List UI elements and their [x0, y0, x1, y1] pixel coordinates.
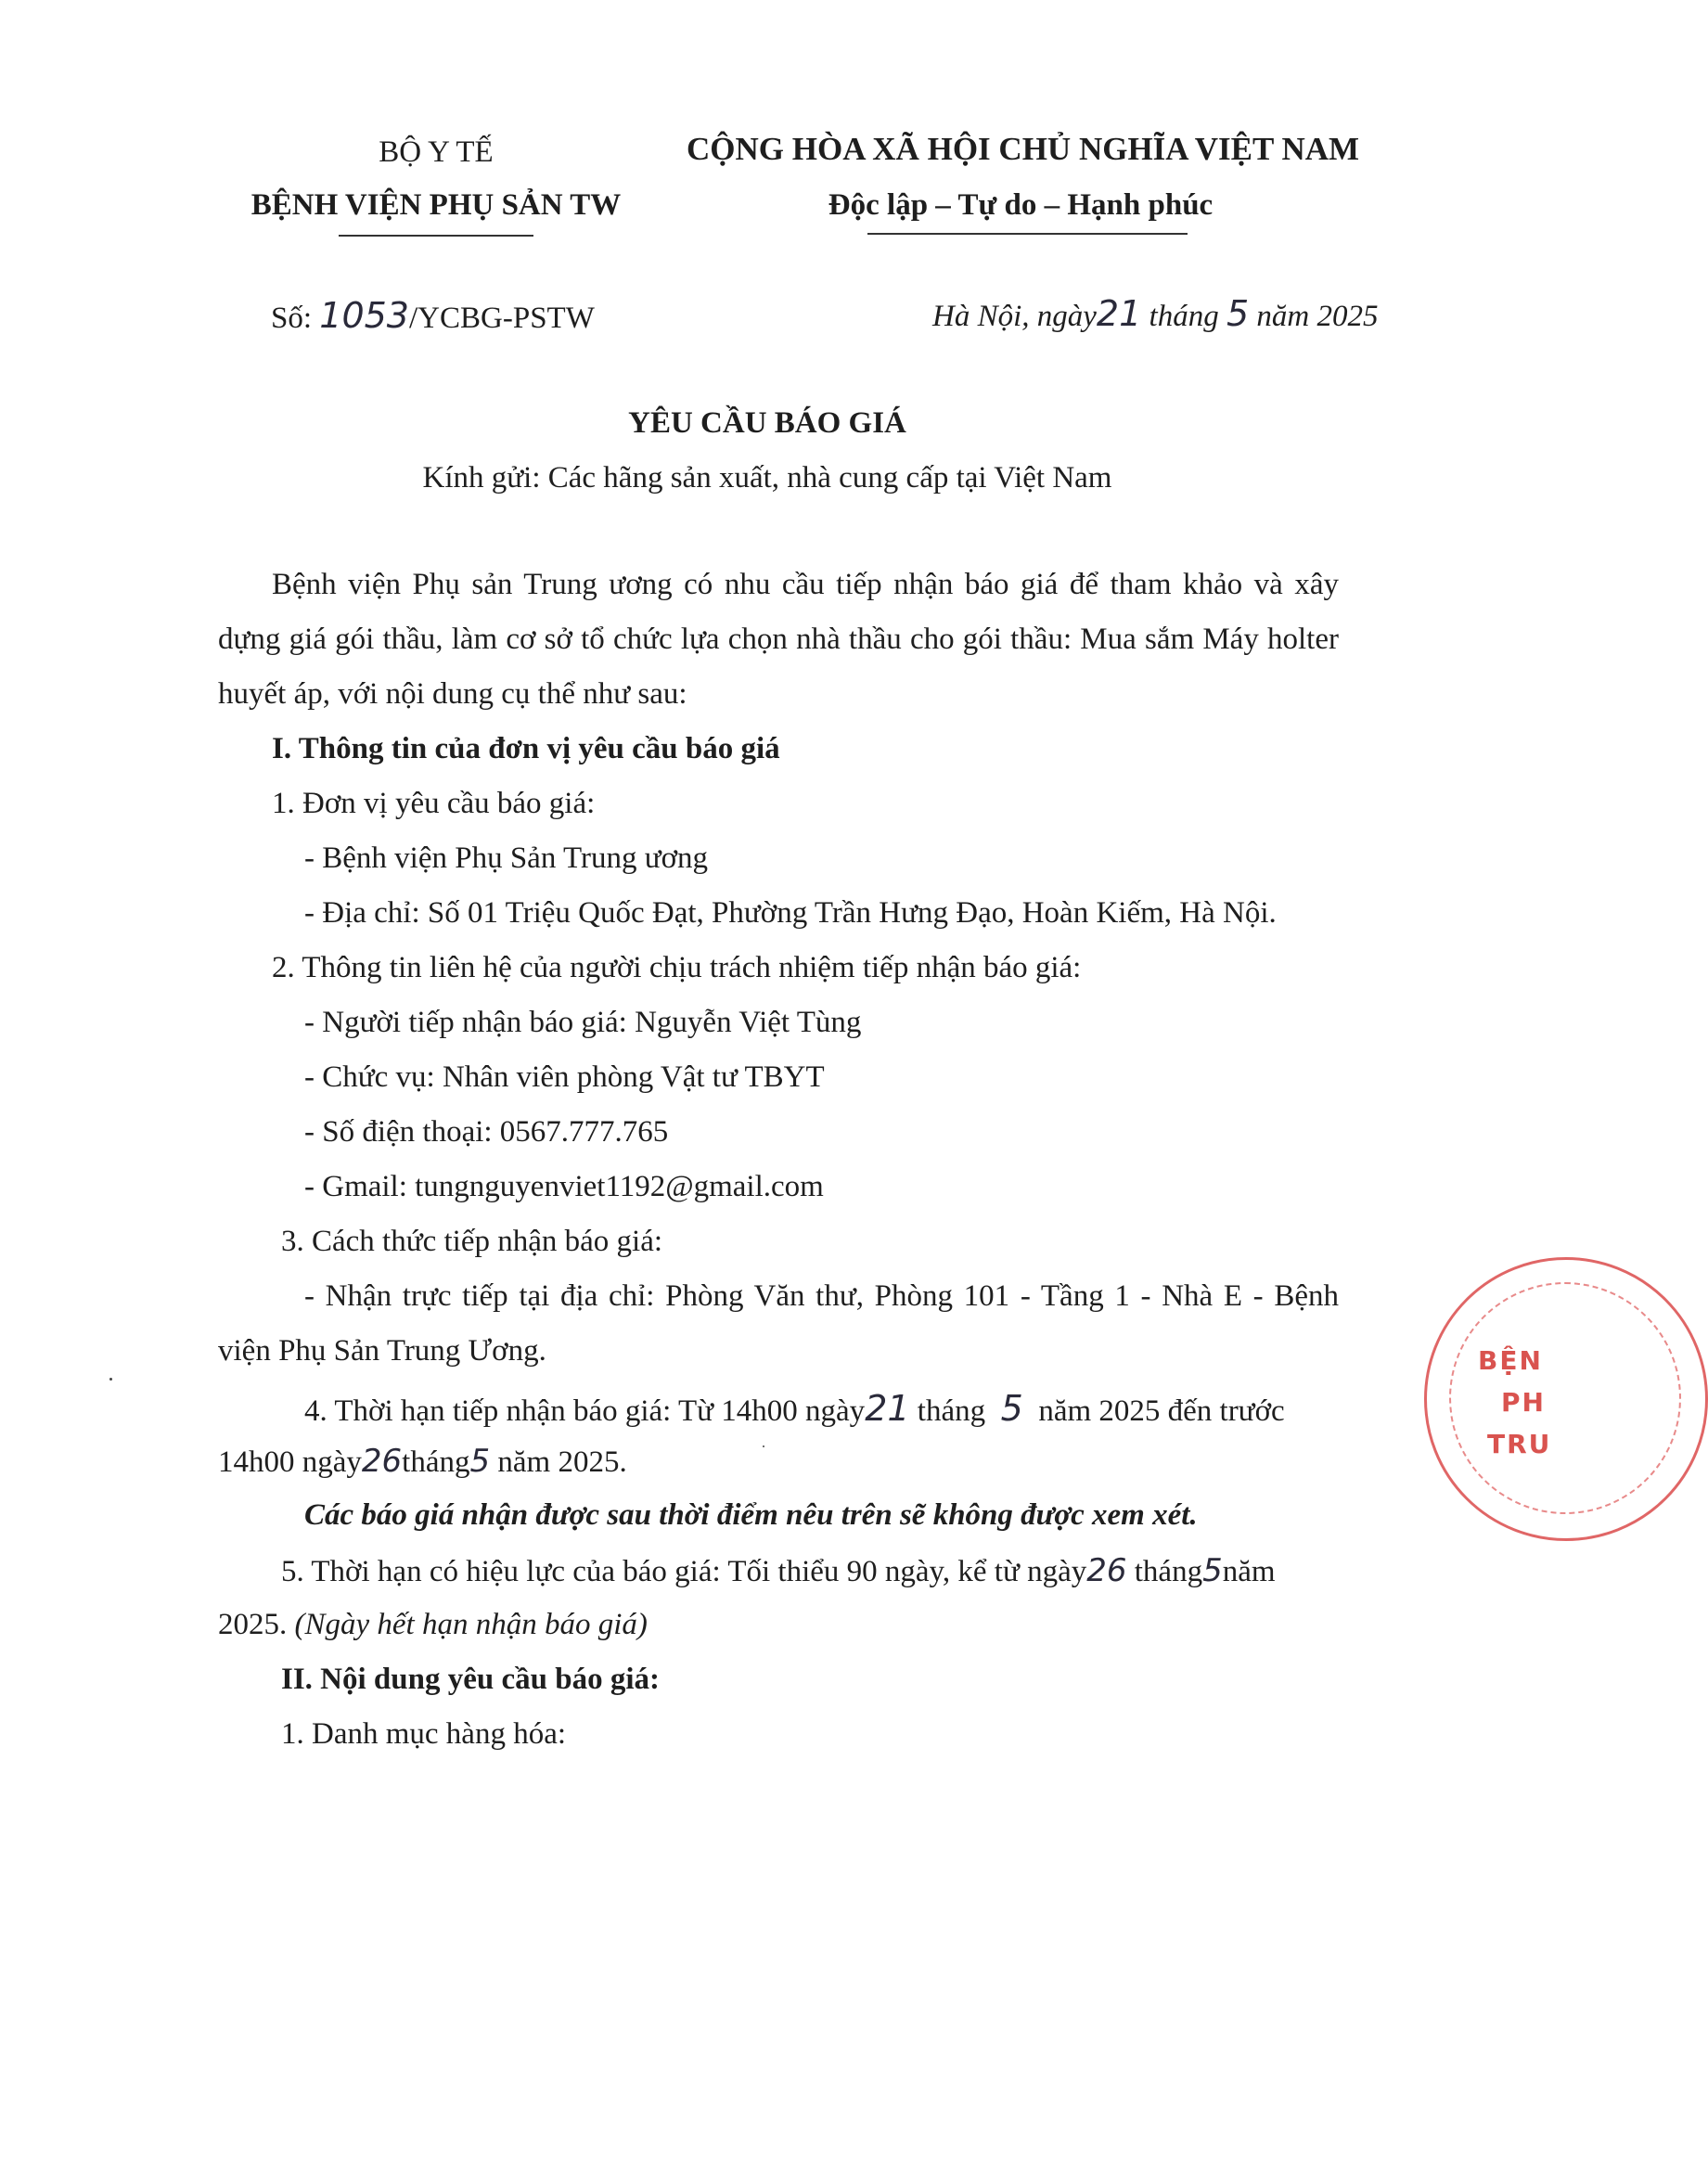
date-part2: tháng	[1149, 300, 1219, 333]
deadline-part3: năm 2025 đến trước	[1038, 1394, 1285, 1428]
deadline-line2-part1: 14h00 ngày	[218, 1445, 362, 1479]
document-number-prefix: Số:	[271, 302, 313, 335]
section-1-item-3-title: 3. Cách thức tiếp nhận báo giá:	[281, 1225, 663, 1258]
validity-note: (Ngày hết hạn nhận báo giá)	[294, 1608, 648, 1641]
requester-name: - Bệnh viện Phụ Sản Trung ương	[304, 841, 709, 875]
receipt-method-line-2: viện Phụ Sản Trung Ương.	[218, 1334, 546, 1368]
deadline-month2-handwritten: 5	[469, 1443, 491, 1480]
validity-month-handwritten: 5	[1202, 1552, 1223, 1589]
late-submission-note: Các báo giá nhận được sau thời điểm nêu trên sẽ không được xem xét.	[304, 1498, 1198, 1532]
document-date	[932, 293, 1378, 336]
addressee: Kính gửi: Các hãng sản xuất, nhà cung cấp tại Việt Nam	[422, 461, 1112, 495]
contact-person: - Người tiếp nhận báo giá: Nguyễn Việt Tùng	[304, 1006, 862, 1039]
validity-part2: tháng	[1134, 1555, 1203, 1588]
validity-day-handwritten: 26	[1086, 1552, 1127, 1589]
document-number	[271, 295, 595, 338]
national-motto: Độc lập – Tự do – Hạnh phúc	[828, 188, 1214, 222]
document-title: YÊU CẦU BÁO GIÁ	[628, 406, 906, 440]
document-number-suffix: /YCBG-PSTW	[409, 302, 595, 335]
stamp-text-line-1: BỆN	[1478, 1345, 1543, 1376]
date-month-handwritten: 5	[1226, 293, 1250, 334]
ministry-name: BỘ Y TẾ	[379, 135, 494, 169]
deadline-line2-part2: tháng	[402, 1445, 470, 1479]
document-number-handwritten: 1053	[319, 295, 409, 336]
contact-position: - Chức vụ: Nhân viên phòng Vật tư TBYT	[304, 1060, 825, 1094]
national-title: CỘNG HÒA XÃ HỘI CHỦ NGHĨA VIỆT NAM	[687, 131, 1360, 167]
scan-speck	[109, 1378, 112, 1381]
hospital-name: BỆNH VIỆN PHỤ SẢN TW	[250, 188, 622, 222]
official-stamp-inner-ring	[1449, 1282, 1681, 1514]
deadline-month1-handwritten: 5	[1000, 1388, 1023, 1429]
intro-line-1: Bệnh viện Phụ sản Trung ương có nhu cầu tiếp nhận báo giá để tham khảo và xây	[272, 568, 1339, 601]
validity-part3: năm	[1222, 1555, 1276, 1588]
validity-line-2	[218, 1607, 648, 1644]
left-header-rule	[339, 235, 533, 237]
receipt-method-line-1: - Nhận trực tiếp tại địa chỉ: Phòng Văn thư, Phòng 101 - Tầng 1 - Nhà E - Bệnh	[304, 1279, 1339, 1313]
deadline-part1: 4. Thời hạn tiếp nhận báo giá: Từ 14h00 ngày	[304, 1394, 866, 1428]
section-2-heading: II. Nội dung yêu cầu báo giá:	[281, 1663, 661, 1696]
contact-email: - Gmail: tungnguyenviet1192@gmail.com	[304, 1170, 824, 1203]
receipt-deadline-line-1	[304, 1388, 1285, 1431]
stamp-text-line-2: PH	[1501, 1387, 1546, 1418]
contact-phone: - Số điện thoại: 0567.777.765	[304, 1115, 669, 1149]
stamp-text-line-3: TRU	[1487, 1429, 1552, 1459]
intro-line-2: dựng giá gói thầu, làm cơ sở tổ chức lựa chọn nhà thầu cho gói thầu: Mua sắm Máy holter	[218, 623, 1339, 656]
deadline-part2: tháng	[917, 1394, 986, 1428]
date-part1: Hà Nội, ngày	[932, 300, 1097, 333]
deadline-day2-handwritten: 26	[361, 1443, 403, 1480]
deadline-line2-part3: năm 2025.	[497, 1445, 627, 1479]
deadline-day1-handwritten: 21	[865, 1388, 910, 1429]
receipt-deadline-line-2	[218, 1443, 627, 1482]
validity-year: 2025.	[218, 1608, 288, 1641]
date-part3: năm 2025	[1256, 300, 1379, 333]
section-1-item-2-title: 2. Thông tin liên hệ của người chịu trách nhiệm tiếp nhận báo giá:	[272, 951, 1082, 984]
scan-speck	[763, 1445, 764, 1447]
date-day-handwritten: 21	[1096, 293, 1142, 334]
section-2-item-1-title: 1. Danh mục hàng hóa:	[281, 1717, 567, 1751]
section-1-item-1-title: 1. Đơn vị yêu cầu báo giá:	[272, 787, 596, 820]
validity-part1: 5. Thời hạn có hiệu lực của báo giá: Tối thiểu 90 ngày, kể từ ngày	[281, 1555, 1087, 1588]
right-header-rule	[867, 233, 1188, 235]
requester-address: - Địa chỉ: Số 01 Triệu Quốc Đạt, Phường Trần Hưng Đạo, Hoàn Kiếm, Hà Nội.	[304, 896, 1277, 930]
validity-line-1	[281, 1552, 1276, 1591]
intro-line-3: huyết áp, với nội dung cụ thể như sau:	[218, 677, 687, 711]
section-1-heading: I. Thông tin của đơn vị yêu cầu báo giá	[272, 732, 780, 765]
